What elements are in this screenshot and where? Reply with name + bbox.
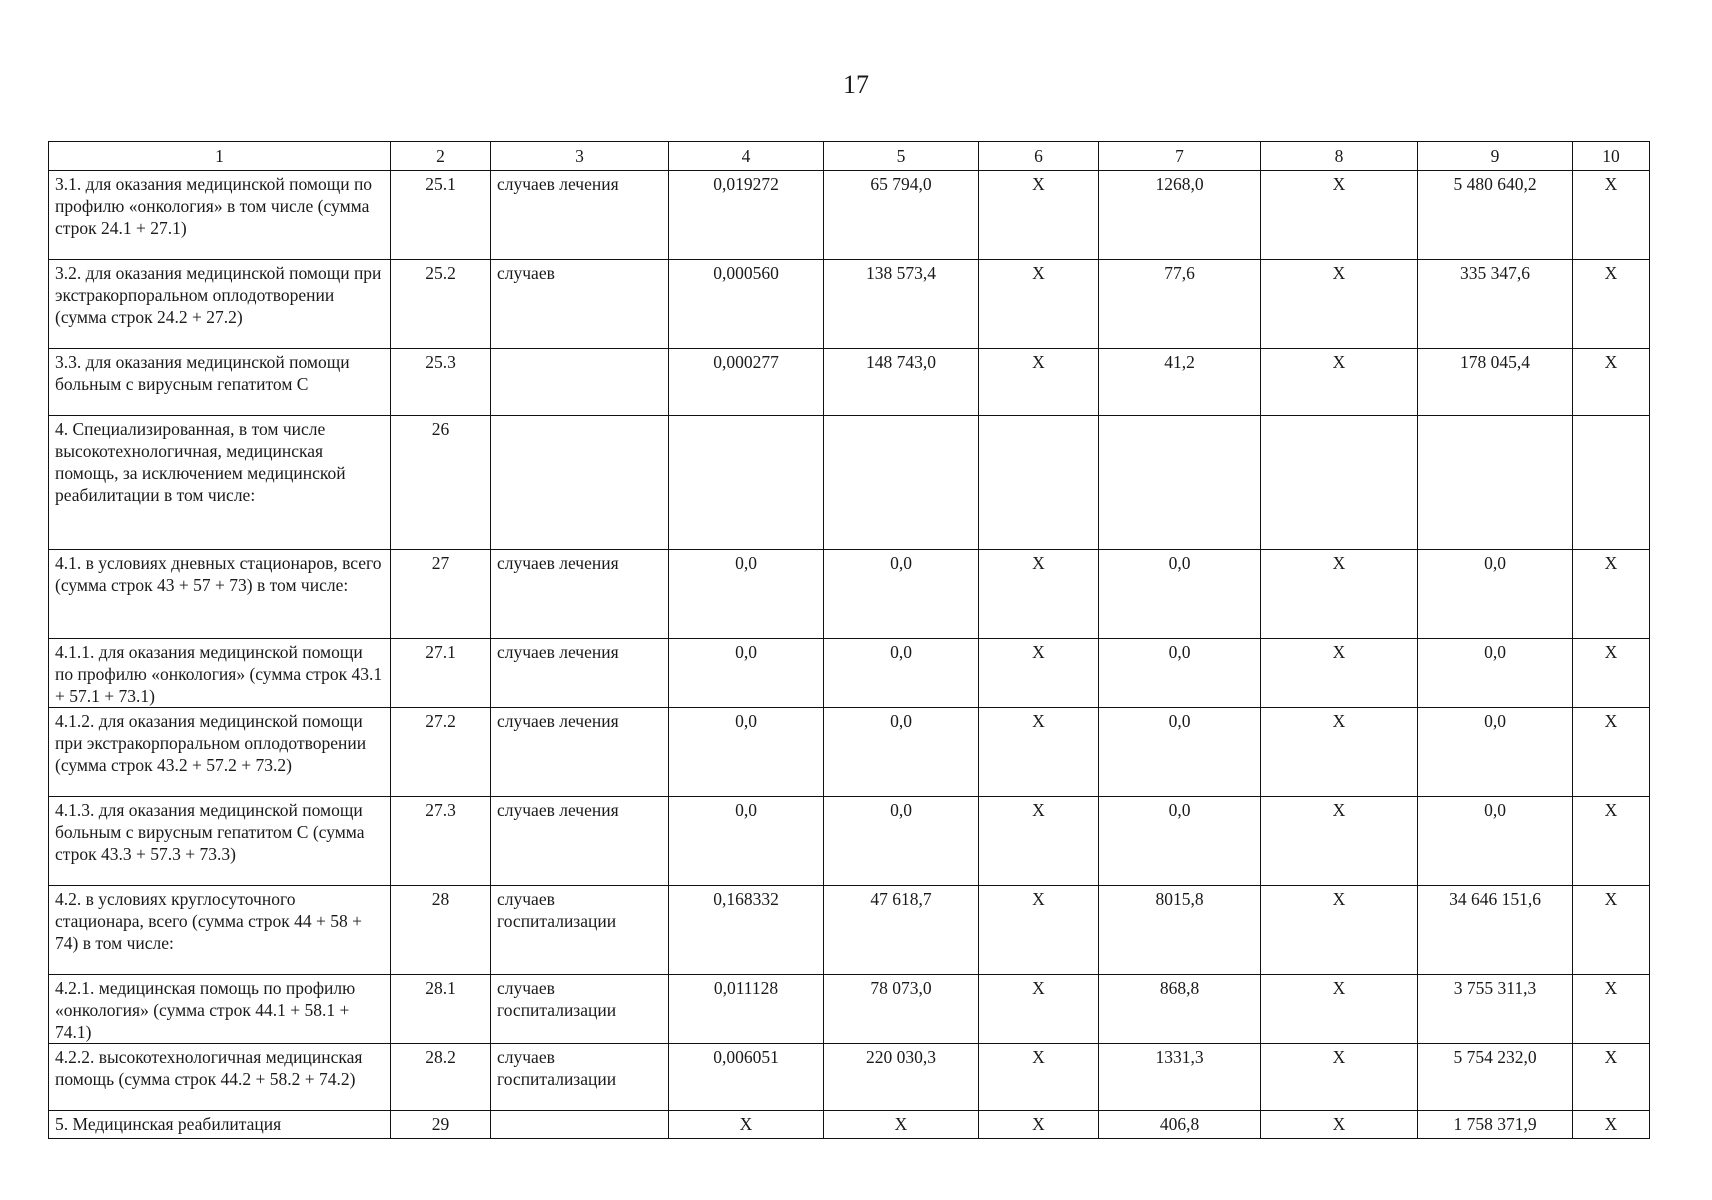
row-name-cell: 4.1.1. для оказания медицинской помощи по профилю «онкология» (сумма строк 43.1 + 57.1 + 73.1) (49, 639, 391, 708)
table-row (49, 1111, 1650, 1139)
value-cell: Х (669, 1111, 824, 1139)
value-cell: 0,0 (669, 797, 824, 886)
value-cell: 1 758 371,9 (1418, 1111, 1573, 1139)
value-cell: Х (979, 550, 1099, 639)
data-table (48, 141, 1650, 1139)
column-header: 4 (669, 142, 824, 171)
table-row (49, 171, 1650, 260)
value-cell: 406,8 (1099, 1111, 1261, 1139)
unit-cell: случаев лечения (491, 639, 669, 708)
column-header: 8 (1261, 142, 1418, 171)
unit-cell: случаев лечения (491, 797, 669, 886)
value-cell: 138 573,4 (824, 260, 979, 349)
value-cell: 0,019272 (669, 171, 824, 260)
page-number: 17 (843, 70, 869, 99)
value-cell: Х (979, 349, 1099, 416)
value-cell: 47 618,7 (824, 886, 979, 975)
row-name-cell: 4.1. в условиях дневных стационаров, всего (сумма строк 43 + 57 + 73) в том числе: (49, 550, 391, 639)
value-cell: Х (1573, 349, 1650, 416)
unit-cell: случаев лечения (491, 550, 669, 639)
value-cell: 0,006051 (669, 1044, 824, 1111)
table-row (49, 708, 1650, 797)
value-cell: 8015,8 (1099, 886, 1261, 975)
value-cell (1573, 416, 1650, 550)
value-cell: Х (979, 975, 1099, 1044)
row-name-cell: 4.2. в условиях круглосуточного стационара, всего (сумма строк 44 + 58 + 74) в том числе: (49, 886, 391, 975)
column-header: 7 (1099, 142, 1261, 171)
value-cell: Х (1261, 550, 1418, 639)
column-header: 9 (1418, 142, 1573, 171)
value-cell: Х (1261, 797, 1418, 886)
value-cell: 0,0 (669, 639, 824, 708)
value-cell: Х (1573, 1044, 1650, 1111)
value-cell: 41,2 (1099, 349, 1261, 416)
unit-cell: случаев (491, 260, 669, 349)
value-cell: Х (1573, 1111, 1650, 1139)
row-name-cell: 5. Медицинская реабилитация (49, 1111, 391, 1139)
value-cell: Х (1261, 171, 1418, 260)
table-row (49, 639, 1650, 708)
value-cell: 0,0 (1418, 639, 1573, 708)
value-cell: 0,0 (824, 639, 979, 708)
table-row (49, 550, 1650, 639)
value-cell: Х (1573, 708, 1650, 797)
value-cell (824, 416, 979, 550)
value-cell: Х (1261, 260, 1418, 349)
value-cell: 0,0 (1099, 639, 1261, 708)
unit-cell: случаев госпитализации (491, 1044, 669, 1111)
value-cell: Х (1573, 886, 1650, 975)
table-row (49, 975, 1650, 1044)
value-cell: Х (1261, 708, 1418, 797)
column-header: 3 (491, 142, 669, 171)
value-cell: Х (979, 797, 1099, 886)
value-cell: 0,0 (669, 550, 824, 639)
table-row (49, 1044, 1650, 1111)
table-row (49, 797, 1650, 886)
value-cell: 0,0 (824, 708, 979, 797)
value-cell: 868,8 (1099, 975, 1261, 1044)
unit-cell: случаев госпитализации (491, 886, 669, 975)
row-code-cell: 27.1 (391, 639, 491, 708)
value-cell: 5 754 232,0 (1418, 1044, 1573, 1111)
value-cell (1261, 416, 1418, 550)
column-header: 2 (391, 142, 491, 171)
row-name-cell: 4. Специализированная, в том числе высокотехнологичная, медицинская помощь, за исключением медицинской реабилитации в том числе: (49, 416, 391, 550)
value-cell: Х (1573, 550, 1650, 639)
value-cell: Х (1261, 886, 1418, 975)
value-cell (1099, 416, 1261, 550)
row-name-cell: 3.1. для оказания медицинской помощи по профилю «онкология» в том числе (сумма строк 24.1 + 27.1) (49, 171, 391, 260)
value-cell: Х (1573, 639, 1650, 708)
value-cell: 0,0 (824, 550, 979, 639)
value-cell: 0,000277 (669, 349, 824, 416)
value-cell: Х (979, 171, 1099, 260)
value-cell (669, 416, 824, 550)
value-cell: 3 755 311,3 (1418, 975, 1573, 1044)
value-cell: Х (1261, 349, 1418, 416)
value-cell: Х (824, 1111, 979, 1139)
value-cell: 0,0 (1099, 797, 1261, 886)
row-name-cell: 4.1.2. для оказания медицинской помощи при экстракорпоральном оплодотворении (сумма строк 43.2 + 57.2 + 73.2) (49, 708, 391, 797)
column-header: 10 (1573, 142, 1650, 171)
value-cell: 0,0 (824, 797, 979, 886)
unit-cell: случаев лечения (491, 708, 669, 797)
value-cell: 65 794,0 (824, 171, 979, 260)
row-code-cell: 27.2 (391, 708, 491, 797)
column-header: 6 (979, 142, 1099, 171)
table-row (49, 349, 1650, 416)
header-row (49, 142, 1650, 171)
row-code-cell: 28 (391, 886, 491, 975)
value-cell (1418, 416, 1573, 550)
value-cell: Х (979, 260, 1099, 349)
value-cell: Х (979, 708, 1099, 797)
value-cell: Х (979, 1111, 1099, 1139)
row-code-cell: 28.2 (391, 1044, 491, 1111)
row-name-cell: 3.3. для оказания медицинской помощи больным с вирусным гепатитом С (49, 349, 391, 416)
value-cell: 148 743,0 (824, 349, 979, 416)
table-row (49, 416, 1650, 550)
column-header: 1 (49, 142, 391, 171)
row-name-cell: 3.2. для оказания медицинской помощи при экстракорпоральном оплодотворении (сумма строк 24.2 + 27.2) (49, 260, 391, 349)
row-code-cell: 25.3 (391, 349, 491, 416)
value-cell: Х (1261, 1111, 1418, 1139)
value-cell: Х (1573, 260, 1650, 349)
column-header: 5 (824, 142, 979, 171)
unit-cell (491, 1111, 669, 1139)
row-code-cell: 29 (391, 1111, 491, 1139)
value-cell: 0,011128 (669, 975, 824, 1044)
row-code-cell: 28.1 (391, 975, 491, 1044)
value-cell: 220 030,3 (824, 1044, 979, 1111)
value-cell: 34 646 151,6 (1418, 886, 1573, 975)
value-cell: 1268,0 (1099, 171, 1261, 260)
value-cell: Х (979, 1044, 1099, 1111)
row-name-cell: 4.1.3. для оказания медицинской помощи больным с вирусным гепатитом С (сумма строк 43.3 + 57.3 + 73.3) (49, 797, 391, 886)
value-cell: 1331,3 (1099, 1044, 1261, 1111)
row-name-cell: 4.2.2. высокотехнологичная медицинская помощь (сумма строк 44.2 + 58.2 + 74.2) (49, 1044, 391, 1111)
value-cell: Х (1261, 639, 1418, 708)
value-cell: 178 045,4 (1418, 349, 1573, 416)
row-code-cell: 26 (391, 416, 491, 550)
row-code-cell: 27.3 (391, 797, 491, 886)
value-cell: Х (1261, 975, 1418, 1044)
value-cell: Х (1573, 797, 1650, 886)
value-cell: Х (979, 886, 1099, 975)
table-row (49, 260, 1650, 349)
value-cell: 335 347,6 (1418, 260, 1573, 349)
unit-cell: случаев лечения (491, 171, 669, 260)
value-cell: 0,0 (1099, 708, 1261, 797)
row-code-cell: 25.2 (391, 260, 491, 349)
value-cell (979, 416, 1099, 550)
value-cell: Х (1573, 171, 1650, 260)
value-cell: Х (1573, 975, 1650, 1044)
value-cell: Х (979, 639, 1099, 708)
value-cell: Х (1261, 1044, 1418, 1111)
value-cell: 0,0 (1418, 797, 1573, 886)
value-cell: 0,0 (1418, 550, 1573, 639)
unit-cell (491, 349, 669, 416)
table-row (49, 886, 1650, 975)
unit-cell (491, 416, 669, 550)
row-code-cell: 25.1 (391, 171, 491, 260)
row-code-cell: 27 (391, 550, 491, 639)
value-cell: 0,000560 (669, 260, 824, 349)
value-cell: 0,0 (1418, 708, 1573, 797)
unit-cell: случаев госпитализации (491, 975, 669, 1044)
value-cell: 5 480 640,2 (1418, 171, 1573, 260)
value-cell: 78 073,0 (824, 975, 979, 1044)
value-cell: 0,0 (1099, 550, 1261, 639)
row-name-cell: 4.2.1. медицинская помощь по профилю «онкология» (сумма строк 44.1 + 58.1 + 74.1) (49, 975, 391, 1044)
value-cell: 0,0 (669, 708, 824, 797)
value-cell: 77,6 (1099, 260, 1261, 349)
value-cell: 0,168332 (669, 886, 824, 975)
